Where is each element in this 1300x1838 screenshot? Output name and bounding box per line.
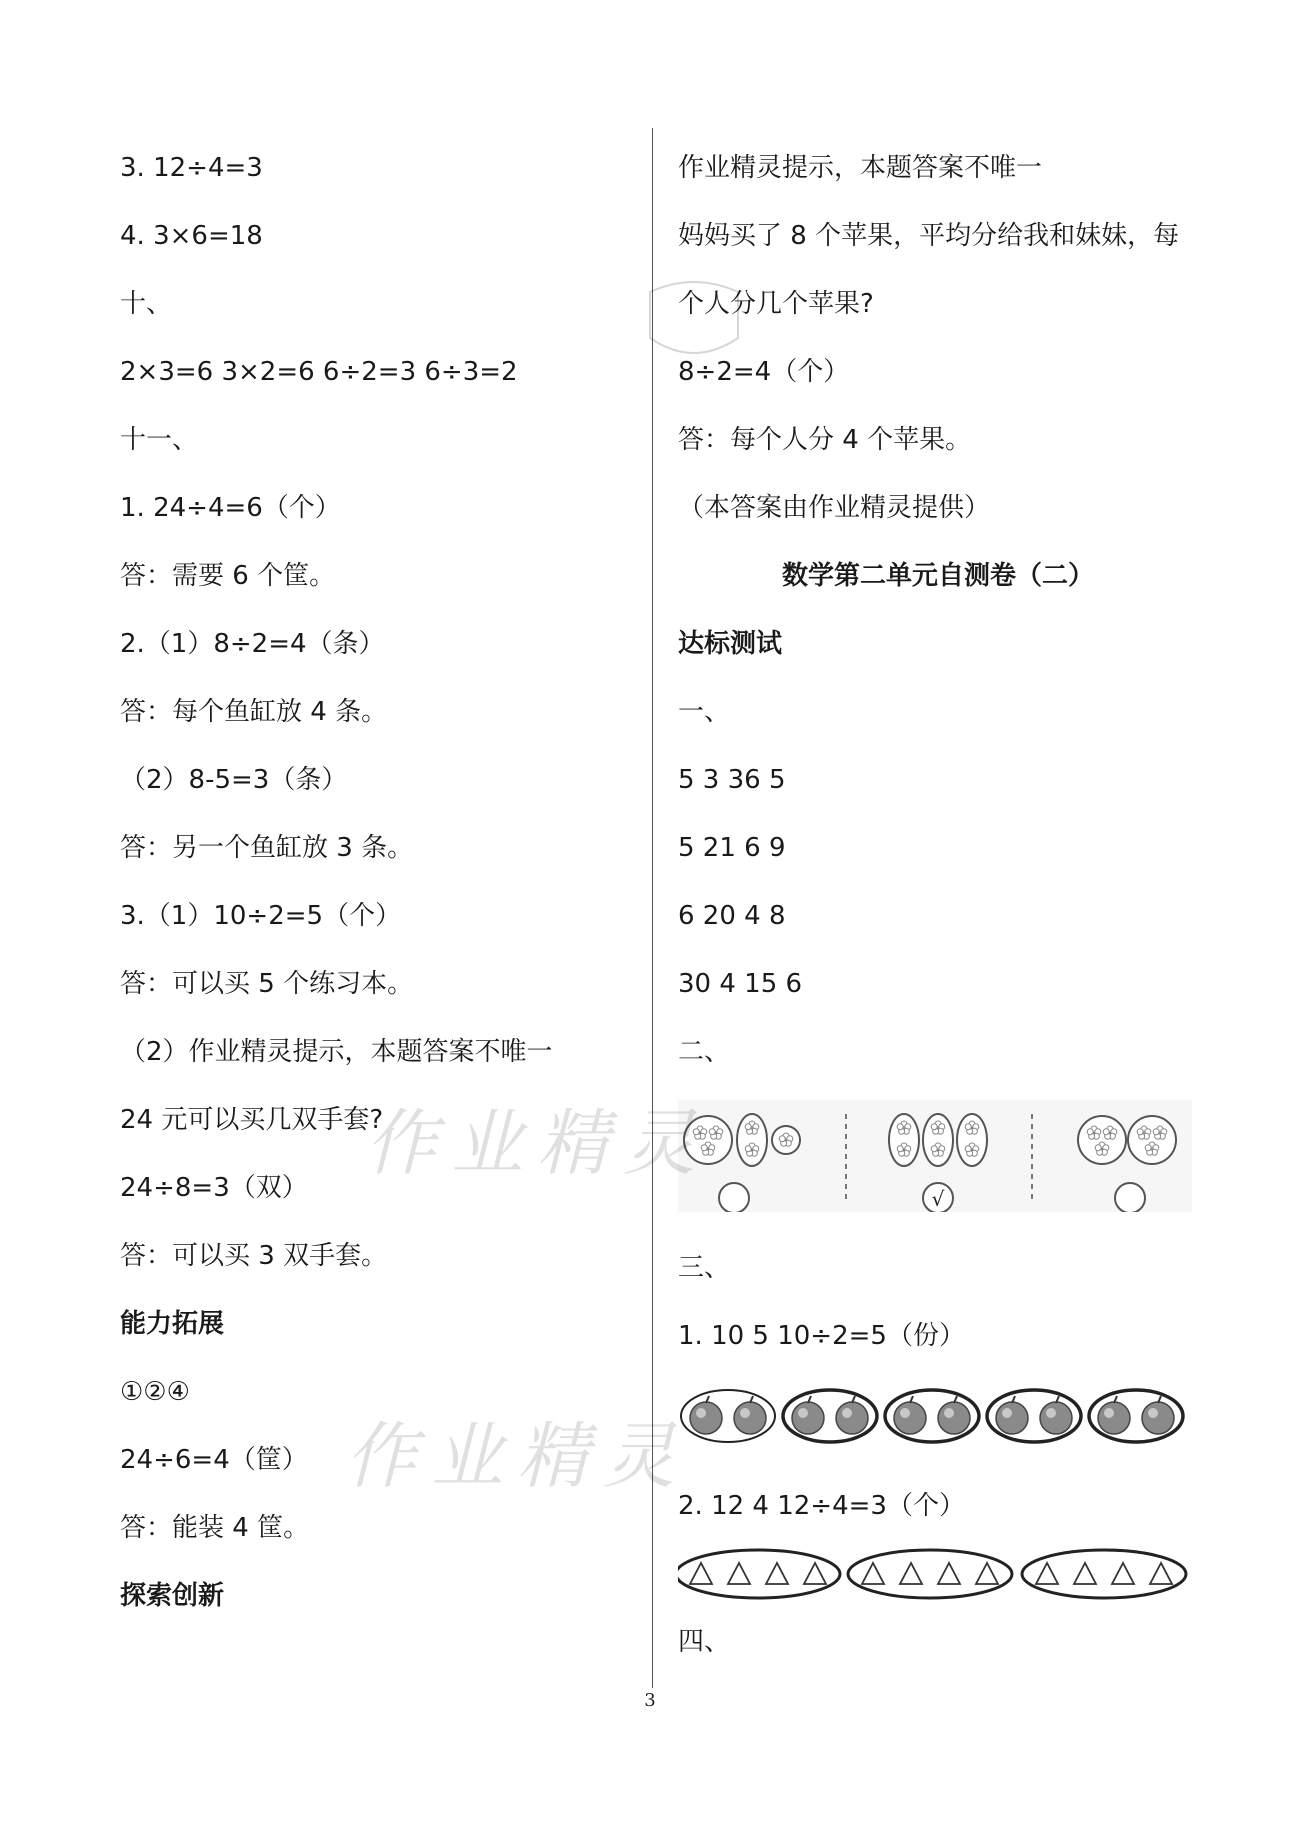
ability-choices: ①②④ [120,1377,190,1407]
q2-1-answer: 答：每个鱼缸放 4 条。 [120,697,388,727]
apple-icon [690,1396,722,1434]
q2-2-equation: （2）8-5=3（条） [120,765,348,795]
part-one-row-4: 30 4 15 6 [678,969,803,999]
answer-4: 4. 3×6=18 [120,221,263,251]
triangle-icon [690,1563,712,1584]
triangle-icon [976,1563,998,1584]
apple-icon [1142,1396,1174,1434]
apple-icon [894,1396,926,1434]
part-two-figure [678,1100,1192,1212]
q2-2-answer: 答：另一个鱼缸放 3 条。 [120,833,414,863]
answer-circle-empty-2 [1115,1183,1145,1212]
part-one-row-1: 5 3 36 5 [678,765,786,795]
triangle-icon [804,1563,826,1584]
part-one-row-2: 5 21 6 9 [678,833,786,863]
q3-1-answer: 答：可以买 5 个练习本。 [120,969,414,999]
watermark: 作业精灵 [365,1101,710,1185]
part-four-heading: 四、 [678,1627,731,1657]
ability-equation: 24÷6=4（筐） [120,1445,308,1475]
triangle-icon [1112,1563,1134,1584]
triangle-icon [1074,1563,1096,1584]
explore-equation: 8÷2=4（个） [678,357,850,387]
q3-2-answer: 答：可以买 3 双手套。 [120,1241,388,1271]
ability-answer: 答：能装 4 筐。 [120,1513,310,1543]
provider-note: （本答案由作业精灵提供） [678,493,991,523]
check-mark: √ [931,1187,945,1211]
part-three-heading: 三、 [678,1253,731,1283]
part-three-q2: 2. 12 4 12÷4=3（个） [678,1491,965,1521]
explore-question-1: 妈妈买了 8 个苹果，平均分给我和妹妹，每 [678,221,1180,251]
part-one-heading: 一、 [678,697,731,727]
apple-icon [792,1396,824,1434]
triangle-group-ellipse [1022,1550,1186,1598]
triangle-icon [900,1563,922,1584]
triangle-icon [938,1563,960,1584]
q3-2-equation: 24÷8=3（双） [120,1173,308,1203]
q3-1-equation: 3.（1）10÷2=5（个） [120,901,402,931]
q2-1-equation: 2.（1）8÷2=4（条） [120,629,385,659]
explore-heading: 探索创新 [120,1581,225,1611]
q3-2-hint: （2）作业精灵提示，本题答案不唯一 [120,1037,553,1067]
page-number: 3 [644,1690,656,1711]
triangle-icon [1036,1563,1058,1584]
apple-icon [996,1396,1028,1434]
q1-answer: 答：需要 6 个筐。 [120,561,336,591]
part-two-heading: 二、 [678,1037,731,1067]
apple-icon [1098,1396,1130,1434]
watermark-stamp [640,272,748,372]
answer-3: 3. 12÷4=3 [120,153,263,183]
explore-hint: 作业精灵提示，本题答案不唯一 [678,153,1043,183]
section-ten-heading: 十、 [120,289,173,319]
standard-test-heading: 达标测试 [678,629,783,659]
part-one-row-3: 6 20 4 8 [678,901,786,931]
answer-circle-empty-1 [719,1183,749,1212]
section-eleven-heading: 十一、 [120,425,199,455]
apple-icon [836,1396,868,1434]
apple-icon [1040,1396,1072,1434]
q3-2-question: 24 元可以买几双手套? [120,1105,384,1135]
apple-icon [734,1396,766,1434]
apples-figure [678,1383,1190,1449]
triangle-icon [862,1563,884,1584]
unit-title: 数学第二单元自测卷（二） [781,561,1094,591]
apple-icon [938,1396,970,1434]
ability-heading: 能力拓展 [120,1309,225,1339]
triangle-group-ellipse [678,1550,840,1598]
part-three-q1: 1. 10 5 10÷2=5（份） [678,1321,965,1351]
section-ten-equations: 2×3=6 3×2=6 6÷2=3 6÷3=2 [120,357,518,387]
watermark-2: 作业精灵 [345,1414,690,1498]
triangle-icon [728,1563,750,1584]
explore-answer: 答：每个人分 4 个苹果。 [678,425,972,455]
triangles-figure [678,1546,1192,1602]
triangle-group-ellipse [848,1550,1012,1598]
triangle-icon [1150,1563,1172,1584]
q1-equation: 1. 24÷4=6（个） [120,493,341,523]
triangle-icon [766,1563,788,1584]
explore-question-2: 个人分几个苹果? [678,289,874,319]
